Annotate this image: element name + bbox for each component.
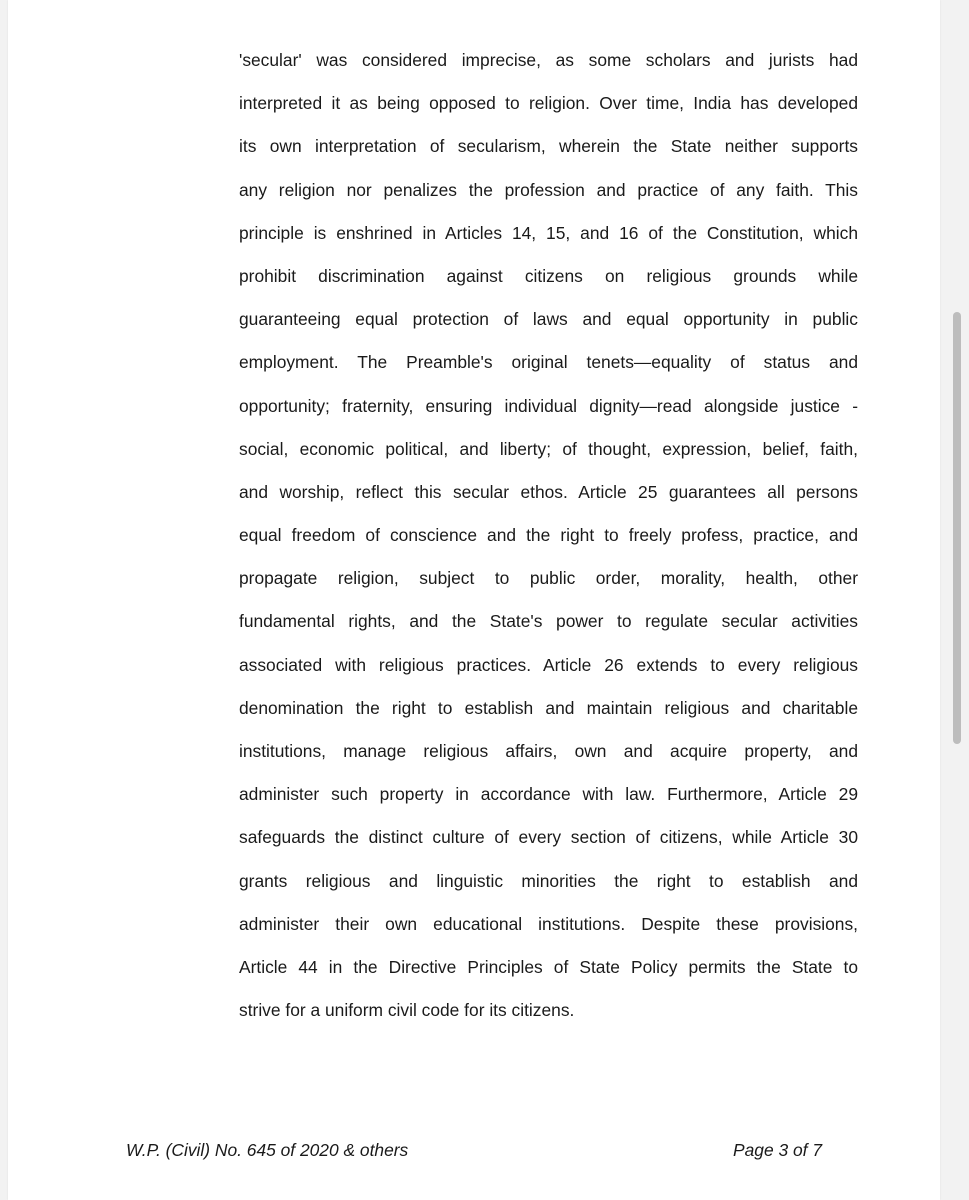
paragraph-line: employment. The Preamble's original tenets—equality of status and — [239, 352, 858, 373]
paragraph-line: institutions, manage religious affairs, own and acquire property, and — [239, 741, 858, 761]
paragraph-line: denomination the right to establish and maintain religious and charitable — [239, 697, 858, 718]
paragraph-line: strive for a uniform civil code for its citizens. — [239, 1000, 575, 1021]
paragraph-line: propagate religion, subject to public order, morality, health, other — [239, 568, 858, 589]
body-paragraph — [239, 41, 858, 1034]
paragraph-line: safeguards the distinct culture of every section of citizens, while Article 30 — [239, 827, 858, 848]
paragraph-line: grants religious and linguistic minorities the right to establish and — [239, 870, 858, 891]
vertical-scrollbar[interactable] — [953, 312, 961, 744]
paragraph-line: principle is enshrined in Articles 14, 15, and 16 of the Constitution, which — [239, 222, 858, 243]
paragraph-line: equal freedom of conscience and the right to freely profess, practice, and — [239, 525, 858, 546]
paragraph-line: 'secular' was considered imprecise, as some scholars and jurists had — [239, 50, 858, 70]
paragraph-line: and worship, reflect this secular ethos. Article 25 guarantees all persons — [239, 481, 858, 502]
paragraph-line: its own interpretation of secularism, wherein the State neither supports — [239, 136, 858, 157]
paragraph-line: interpreted it as being opposed to religion. Over time, India has developed — [239, 93, 858, 114]
page-number: Page 3 of 7 — [733, 1140, 822, 1160]
paragraph-line: opportunity; fraternity, ensuring individual dignity—read alongside justice - — [239, 395, 858, 416]
paragraph-line: fundamental rights, and the State's power to regulate secular activities — [239, 611, 858, 632]
paragraph-line: guaranteeing equal protection of laws and equal opportunity in public — [239, 309, 858, 330]
paragraph-line: any religion nor penalizes the profession and practice of any faith. This — [239, 179, 858, 200]
paragraph-line: prohibit discrimination against citizens on religious grounds while — [239, 265, 858, 286]
paragraph-line: associated with religious practices. Article 26 extends to every religious — [239, 654, 858, 675]
paragraph-line: administer such property in accordance with law. Furthermore, Article 29 — [239, 784, 858, 805]
paragraph-line: Article 44 in the Directive Principles of State Policy permits the State to — [239, 956, 858, 977]
case-reference: W.P. (Civil) No. 645 of 2020 & others — [126, 1140, 409, 1160]
paragraph-line: administer their own educational institutions. Despite these provisions, — [239, 913, 858, 934]
document-page — [8, 0, 940, 1200]
paragraph-line: social, economic political, and liberty; of thought, expression, belief, faith, — [239, 438, 858, 459]
